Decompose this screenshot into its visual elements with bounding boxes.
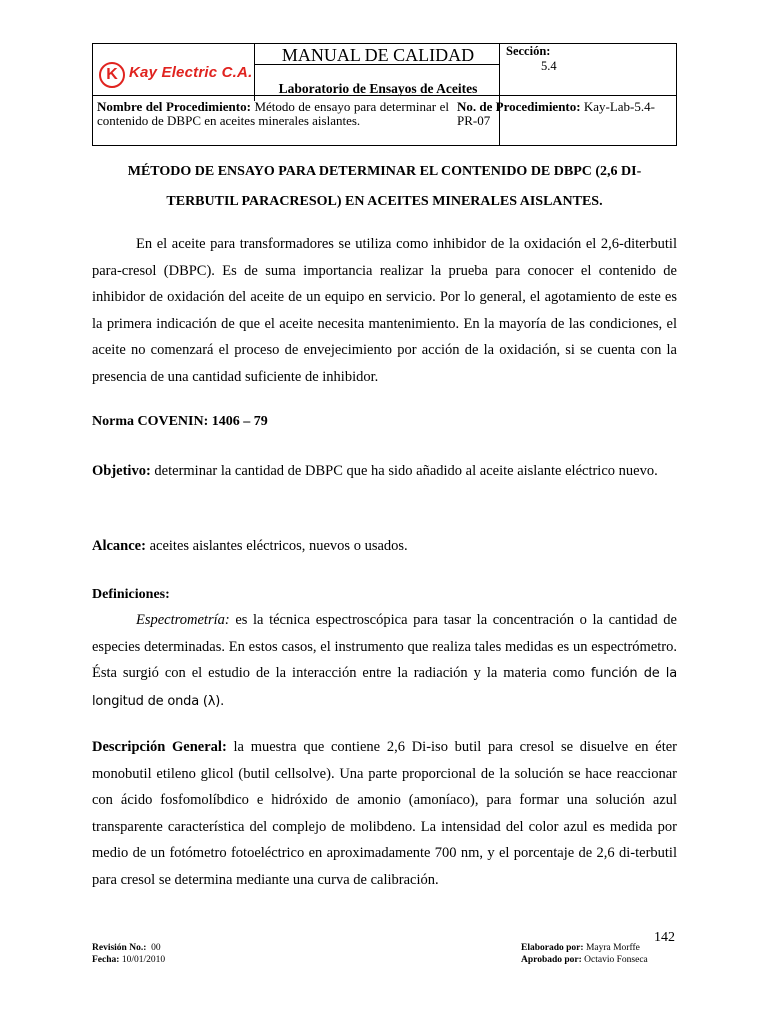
- alcance-text: aceites aislantes eléctricos, nuevos o usados.: [149, 538, 408, 554]
- revision-value: 00: [151, 943, 161, 953]
- espectrometria-text: es la técnica espectroscópica para tasar la concentración o la cantidad de especies determinadas. En estos casos, el instrumento que realiza tales medidas es un espectrómetro. Ésta surgió con el estudio de la interacción entre la radiación y la materia como: [92, 612, 677, 681]
- intro-text: En el aceite para transformadores se utiliza como inhibidor de la oxidación el 2,6-diterbutil para-cresol (DBPC). Es de suma importancia realizar la prueba para conocer el contenido de inhibidor de oxidación del aceite de un equipo en servicio. Por lo general, el agotamiento de este es la primera indicación de que el aceite necesita mantenimiento. En la mayoría de las condiciones, el aceite no comenzará el proceso de envejecimiento por acción de la oxidación, si se cuenta con la presencia de una cantidad suficiente de inhibidor.: [92, 236, 677, 385]
- document-title-line-2: TERBUTIL PARACRESOL) EN ACEITES MINERALES AISLANTES.: [166, 194, 603, 209]
- company-logo: [99, 62, 253, 90]
- lab-title: Laboratorio de Ensayos de Aceites: [278, 81, 478, 96]
- document-title-line-1: MÉTODO DE ENSAYO PARA DETERMINAR EL CONTENIDO DE DBPC (2,6 DI-: [127, 164, 642, 179]
- alcance-label: Alcance:: [92, 538, 146, 554]
- manual-title: MANUAL DE CALIDAD: [281, 45, 475, 65]
- espectrometria-tail: función de la longitud de onda (λ).: [92, 666, 677, 709]
- elaborado-label: Elaborado por:: [521, 943, 584, 953]
- company-logo-k-icon: K: [99, 62, 125, 88]
- procedure-number-value: Kay-Lab-5.4-PR-07: [457, 99, 655, 128]
- objetivo-text: determinar la cantidad de DBPC que ha sido añadido al aceite aislante eléctrico nuevo.: [154, 463, 658, 479]
- aprobado-value: Octavio Fonseca: [584, 955, 648, 965]
- objetivo-section: [92, 458, 677, 485]
- footer-right: [521, 942, 648, 966]
- descripcion-label: Descripción General:: [92, 739, 227, 755]
- aprobado-label: Aprobado por:: [521, 955, 582, 965]
- page-number: 142: [654, 930, 675, 945]
- fecha-value: 10/01/2010: [121, 955, 166, 965]
- document-title: [92, 157, 677, 217]
- espectrometria-definition: [92, 607, 677, 715]
- company-name: Kay Electric C.A.: [129, 64, 253, 81]
- procedure-number: [457, 100, 672, 128]
- section-label: Sección:: [506, 44, 551, 58]
- norma-heading: Norma COVENIN: 1406 – 79: [92, 414, 268, 429]
- espectrometria-term: Espectrometría:: [136, 612, 230, 628]
- alcance-section: [92, 533, 677, 560]
- objetivo-label: Objetivo:: [92, 463, 151, 479]
- document-header-table: [92, 43, 677, 146]
- definiciones-heading: Definiciones:: [92, 587, 170, 602]
- procedure-name-label: Nombre del Procedimiento:: [97, 99, 251, 114]
- section-value: 5.4: [541, 59, 557, 73]
- procedure-name-value: Método de ensayo para determinar el contenido de DBPC en aceites minerales aislantes.: [97, 99, 450, 128]
- procedure-number-label: No. de Procedimiento:: [457, 99, 581, 114]
- descripcion-section: [92, 734, 677, 893]
- procedure-name: [97, 100, 449, 128]
- revision-label: Revisión No.:: [92, 943, 147, 953]
- descripcion-text: la muestra que contiene 2,6 Di-iso butil para cresol se disuelve en éter monobutil etileno glicol (butil cellsolve). Una parte proporcional de la solución se hace reaccionar con ácido fosfomolíbdico e hidróxido de amonio (amoníaco), para formar una solución azul transparente característica del complejo de molibdeno. La intensidad del color azul es medida por medio de un fotómetro fotoeléctrico en aproximadamente 700 nm, y el porcentaje de 2,6 di-terbutil para cresol se determina mediante una curva de calibración.: [92, 739, 677, 888]
- fecha-label: Fecha:: [92, 955, 120, 965]
- intro-paragraph: [92, 231, 677, 390]
- footer-left: [92, 942, 165, 966]
- elaborado-value: Mayra Morffe: [585, 943, 640, 953]
